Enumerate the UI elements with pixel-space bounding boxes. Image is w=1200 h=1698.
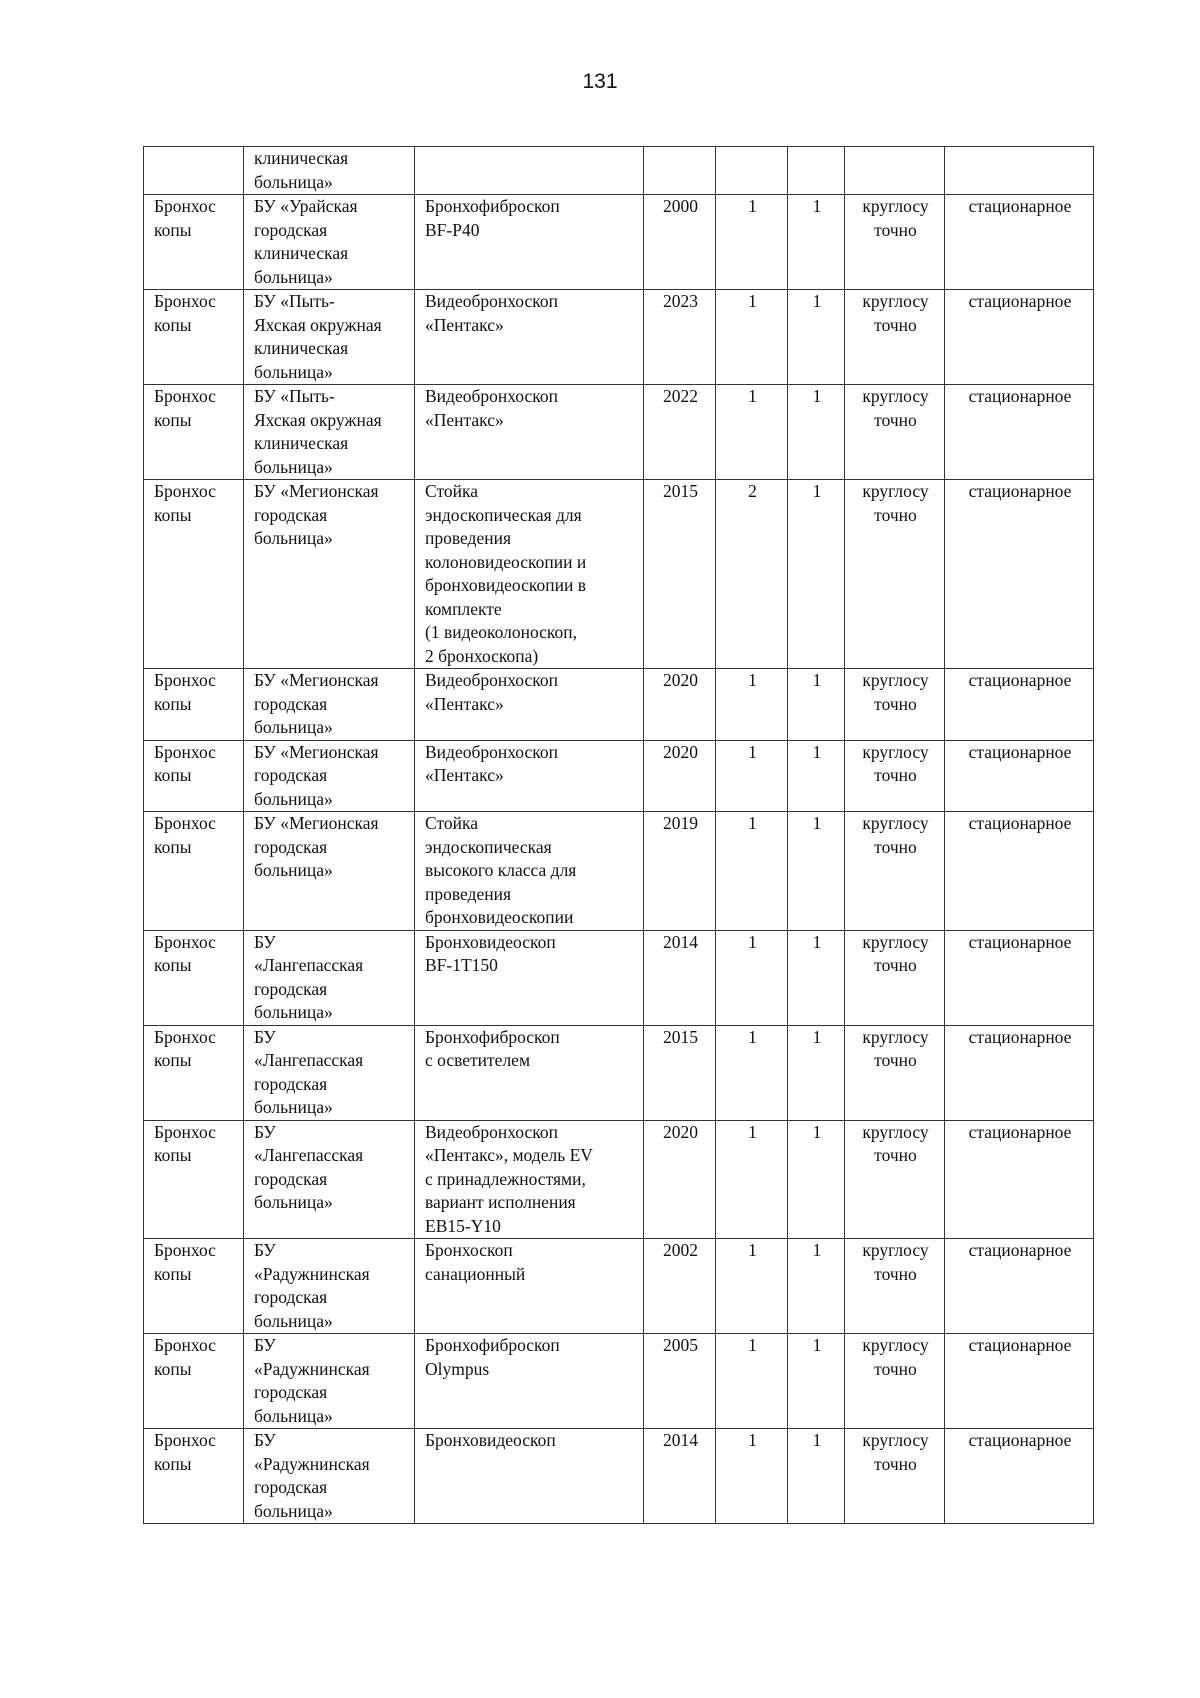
page-number: 131 (582, 70, 618, 93)
operating-mode-cell: круглосу точно (845, 195, 945, 290)
equipment-type-cell: Бронхос копы (144, 1025, 244, 1120)
organization-cell: БУ «Лангепасская городская больница» (244, 1120, 415, 1239)
equipment-name-cell: Бронхофиброскоп Olympus (415, 1334, 644, 1429)
equipment-type-cell: Бронхос копы (144, 1334, 244, 1429)
organization-cell: БУ «Радужнинская городская больница» (244, 1239, 415, 1334)
operating-mode-cell: круглосу точно (845, 1025, 945, 1120)
table-body (144, 147, 1094, 1524)
table-row (144, 930, 1094, 1025)
organization-cell: БУ «Мегионская городская больница» (244, 812, 415, 931)
quantity-in-use-cell: 1 (788, 1025, 845, 1120)
quantity-cell: 1 (716, 385, 788, 480)
care-type-cell: стационарное (945, 740, 1094, 812)
equipment-name-cell: Видеобронхоскоп «Пентакс», модель EV с принадлежностями, вариант исполнения EB15-Y10 (415, 1120, 644, 1239)
organization-cell: БУ «Мегионская городская больница» (244, 480, 415, 669)
table-row (144, 480, 1094, 669)
equipment-type-cell: Бронхос копы (144, 1429, 244, 1524)
year-cell: 2020 (644, 1120, 716, 1239)
care-type-cell: стационарное (945, 1429, 1094, 1524)
quantity-in-use-cell: 1 (788, 669, 845, 741)
quantity-in-use-cell: 1 (788, 930, 845, 1025)
equipment-name-cell: Стойка эндоскопическая высокого класса для проведения бронховидеоскопии (415, 812, 644, 931)
organization-cell: БУ «Мегионская городская больница» (244, 669, 415, 741)
operating-mode-cell (845, 147, 945, 195)
organization-cell: БУ «Радужнинская городская больница» (244, 1334, 415, 1429)
operating-mode-cell: круглосу точно (845, 1239, 945, 1334)
year-cell: 2015 (644, 1025, 716, 1120)
equipment-type-cell: Бронхос копы (144, 812, 244, 931)
table-row (144, 1429, 1094, 1524)
table-row (144, 290, 1094, 385)
operating-mode-cell: круглосу точно (845, 290, 945, 385)
operating-mode-cell: круглосу точно (845, 1334, 945, 1429)
organization-cell: БУ «Пыть- Яхская окружная клиническая больница» (244, 290, 415, 385)
equipment-type-cell: Бронхос копы (144, 1120, 244, 1239)
equipment-name-cell: Бронховидеоскоп BF-1T150 (415, 930, 644, 1025)
table-row (144, 1334, 1094, 1429)
table-row (144, 1025, 1094, 1120)
quantity-in-use-cell: 1 (788, 1239, 845, 1334)
quantity-in-use-cell: 1 (788, 1429, 845, 1524)
organization-cell: БУ «Пыть- Яхская окружная клиническая больница» (244, 385, 415, 480)
quantity-cell: 1 (716, 812, 788, 931)
quantity-cell: 1 (716, 1239, 788, 1334)
equipment-type-cell: Бронхос копы (144, 669, 244, 741)
year-cell: 2000 (644, 195, 716, 290)
equipment-name-cell (415, 147, 644, 195)
equipment-type-cell: Бронхос копы (144, 195, 244, 290)
table-row (144, 740, 1094, 812)
organization-cell: БУ «Мегионская городская больница» (244, 740, 415, 812)
quantity-cell: 1 (716, 1429, 788, 1524)
equipment-type-cell: Бронхос копы (144, 385, 244, 480)
care-type-cell: стационарное (945, 1334, 1094, 1429)
year-cell: 2019 (644, 812, 716, 931)
table-row (144, 385, 1094, 480)
quantity-cell: 1 (716, 1120, 788, 1239)
operating-mode-cell: круглосу точно (845, 930, 945, 1025)
table-row (144, 669, 1094, 741)
care-type-cell: стационарное (945, 290, 1094, 385)
operating-mode-cell: круглосу точно (845, 480, 945, 669)
quantity-in-use-cell: 1 (788, 480, 845, 669)
operating-mode-cell: круглосу точно (845, 740, 945, 812)
table-row (144, 1239, 1094, 1334)
equipment-table (143, 146, 1094, 1524)
care-type-cell: стационарное (945, 480, 1094, 669)
quantity-cell: 1 (716, 195, 788, 290)
quantity-cell (716, 147, 788, 195)
quantity-cell: 1 (716, 740, 788, 812)
quantity-cell: 2 (716, 480, 788, 669)
operating-mode-cell: круглосу точно (845, 669, 945, 741)
care-type-cell: стационарное (945, 669, 1094, 741)
quantity-cell: 1 (716, 930, 788, 1025)
care-type-cell: стационарное (945, 1120, 1094, 1239)
year-cell: 2014 (644, 1429, 716, 1524)
equipment-name-cell: Бронховидеоскоп (415, 1429, 644, 1524)
quantity-in-use-cell: 1 (788, 290, 845, 385)
care-type-cell: стационарное (945, 385, 1094, 480)
quantity-in-use-cell: 1 (788, 812, 845, 931)
operating-mode-cell: круглосу точно (845, 812, 945, 931)
table-row (144, 1120, 1094, 1239)
quantity-in-use-cell: 1 (788, 1334, 845, 1429)
year-cell: 2022 (644, 385, 716, 480)
equipment-type-cell (144, 147, 244, 195)
equipment-name-cell: Видеобронхоскоп «Пентакс» (415, 669, 644, 741)
quantity-cell: 1 (716, 669, 788, 741)
care-type-cell (945, 147, 1094, 195)
quantity-in-use-cell: 1 (788, 1120, 845, 1239)
year-cell: 2023 (644, 290, 716, 385)
equipment-type-cell: Бронхос копы (144, 480, 244, 669)
equipment-name-cell: Бронхофиброскоп BF-P40 (415, 195, 644, 290)
care-type-cell: стационарное (945, 1025, 1094, 1120)
organization-cell: клиническая больница» (244, 147, 415, 195)
equipment-name-cell: Стойка эндоскопическая для проведения колоновидеоскопии и бронховидеоскопии в комплекте (1 видеоколоноскоп, 2 бронхоскопа) (415, 480, 644, 669)
year-cell: 2005 (644, 1334, 716, 1429)
quantity-in-use-cell: 1 (788, 740, 845, 812)
operating-mode-cell: круглосу точно (845, 1429, 945, 1524)
equipment-name-cell: Видеобронхоскоп «Пентакс» (415, 385, 644, 480)
care-type-cell: стационарное (945, 195, 1094, 290)
year-cell (644, 147, 716, 195)
table-row (144, 195, 1094, 290)
organization-cell: БУ «Лангепасская городская больница» (244, 1025, 415, 1120)
quantity-in-use-cell: 1 (788, 195, 845, 290)
quantity-cell: 1 (716, 1025, 788, 1120)
year-cell: 2015 (644, 480, 716, 669)
table-row (144, 812, 1094, 931)
organization-cell: БУ «Лангепасская городская больница» (244, 930, 415, 1025)
quantity-cell: 1 (716, 1334, 788, 1429)
year-cell: 2002 (644, 1239, 716, 1334)
organization-cell: БУ «Радужнинская городская больница» (244, 1429, 415, 1524)
year-cell: 2020 (644, 740, 716, 812)
equipment-type-cell: Бронхос копы (144, 1239, 244, 1334)
year-cell: 2014 (644, 930, 716, 1025)
table-row (144, 147, 1094, 195)
care-type-cell: стационарное (945, 930, 1094, 1025)
equipment-type-cell: Бронхос копы (144, 930, 244, 1025)
care-type-cell: стационарное (945, 812, 1094, 931)
equipment-name-cell: Бронхофиброскоп с осветителем (415, 1025, 644, 1120)
quantity-in-use-cell: 1 (788, 385, 845, 480)
year-cell: 2020 (644, 669, 716, 741)
care-type-cell: стационарное (945, 1239, 1094, 1334)
equipment-type-cell: Бронхос копы (144, 290, 244, 385)
equipment-name-cell: Видеобронхоскоп «Пентакс» (415, 740, 644, 812)
operating-mode-cell: круглосу точно (845, 385, 945, 480)
organization-cell: БУ «Урайская городская клиническая больница» (244, 195, 415, 290)
equipment-type-cell: Бронхос копы (144, 740, 244, 812)
equipment-name-cell: Бронхоскоп санационный (415, 1239, 644, 1334)
quantity-cell: 1 (716, 290, 788, 385)
equipment-name-cell: Видеобронхоскоп «Пентакс» (415, 290, 644, 385)
quantity-in-use-cell (788, 147, 845, 195)
operating-mode-cell: круглосу точно (845, 1120, 945, 1239)
